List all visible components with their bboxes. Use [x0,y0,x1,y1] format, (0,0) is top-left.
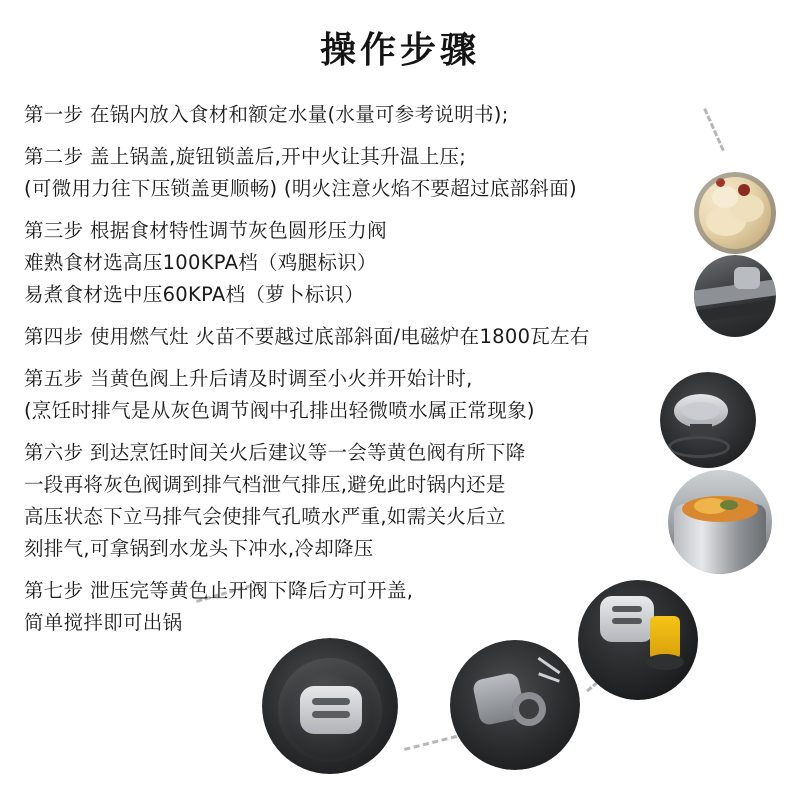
step-1-line-1: 第一步 在锅内放入食材和额定水量(水量可参考说明书); [24,103,509,126]
connector-line-1 [703,108,724,151]
step-5-line-2: (烹饪时排气是从灰色调节阀中孔排出轻微喷水属正常现象) [24,399,535,422]
step-7-line-2: 简单搅拌即可出锅 [24,611,183,634]
step-5 [24,364,684,426]
photo-food-in-pot [694,172,776,254]
step-1 [24,100,684,130]
step-3-line-2: 难熟食材选高压100KPA档（鸡腿标识） [24,251,377,274]
step-3-line-3: 易煮食材选中压60KPA档（萝卜标识） [24,283,365,306]
photo-yellow-float-valve [578,580,698,700]
step-7-line-1: 第七步 泄压完等黄色止开阀下降后方可开盖, [24,579,414,602]
step-6-line-4: 刻排气,可拿锅到水龙头下冲水,冷却降压 [24,537,374,560]
page-title: 操作步骤 [319,30,480,71]
step-2-line-2: (可微用力往下压锁盖更顺畅) (明火注意火焰不要超过底部斜面) [24,177,577,200]
step-4-line-1: 第四步 使用燃气灶 火苗不要越过底部斜面/电磁炉在1800瓦左右 [24,325,590,348]
step-3 [24,216,684,310]
step-3-line-1: 第三步 根据食材特性调节灰色圆形压力阀 [24,219,387,242]
photo-lid-knob [694,255,776,337]
step-4 [24,322,684,352]
photo-lid-vent [262,638,398,774]
photo-pressure-valve [660,372,756,468]
step-2-line-1: 第二步 盖上锅盖,旋钮锁盖后,开中火让其升温上压; [24,145,467,168]
step-6-line-2: 一段再将灰色阀调到排气档泄气排压,避免此时锅内还是 [24,473,506,496]
photo-exhaust-valve-knob [450,640,580,770]
steps-list [24,100,684,650]
photo-pot-with-soup [668,470,772,574]
step-6 [24,438,684,564]
step-2 [24,142,684,204]
step-6-line-3: 高压状态下立马排气会使排气孔喷水严重,如需关火后立 [24,505,506,528]
step-5-line-1: 第五步 当黄色阀上升后请及时调至小火并开始计时, [24,367,473,390]
step-6-line-1: 第六步 到达烹饪时间关火后建议等一会等黄色阀有所下降 [24,441,526,464]
